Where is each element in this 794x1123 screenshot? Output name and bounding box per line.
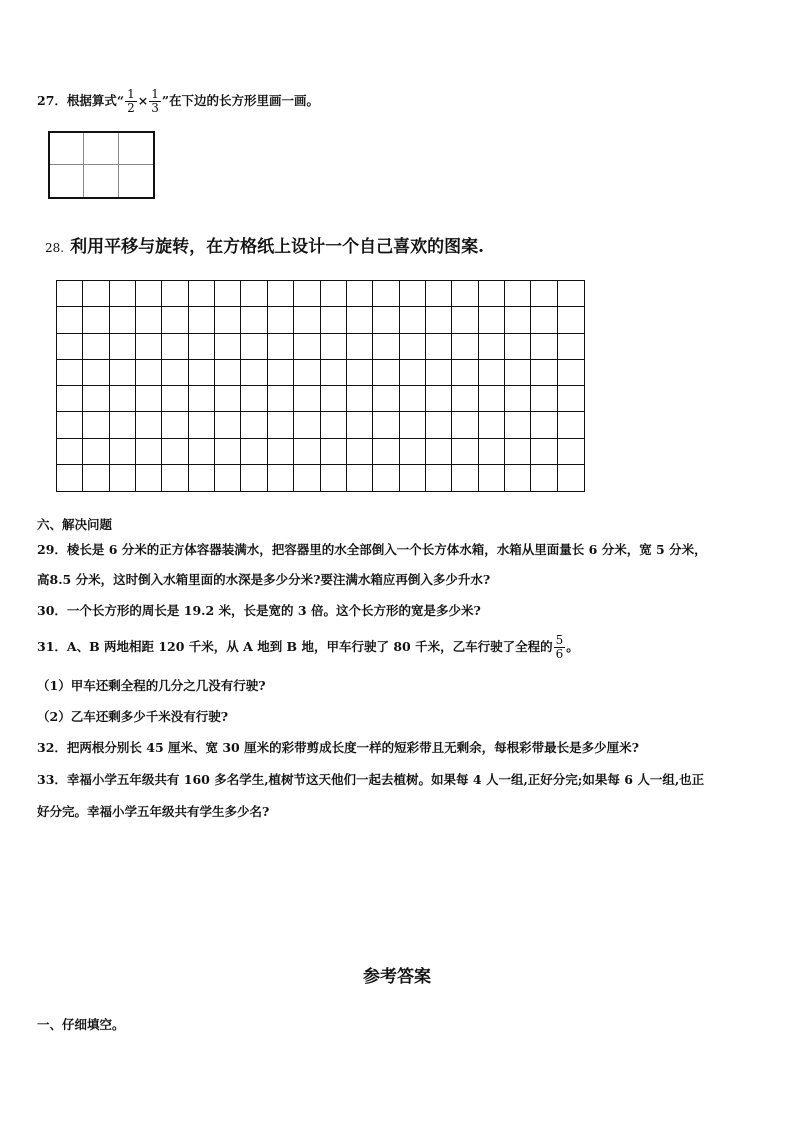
grid-cell: [294, 281, 320, 307]
grid-cell: [426, 281, 452, 307]
grid-cell: [136, 439, 162, 465]
grid-cell: [57, 307, 83, 333]
grid-cell: [452, 439, 478, 465]
grid-cell: [347, 307, 373, 333]
grid-cell: [452, 465, 478, 491]
grid-cell: [268, 334, 294, 360]
grid-cell: [294, 386, 320, 412]
grid-cell: [479, 386, 505, 412]
answer-section-1-heading: 一、仔细填空。: [37, 1017, 125, 1032]
grid-cell: [558, 334, 584, 360]
grid-cell: [452, 281, 478, 307]
grid-cell: [162, 281, 188, 307]
grid-cell: [400, 307, 426, 333]
grid-cell: [83, 360, 109, 386]
q28-square-grid-paper: [56, 280, 585, 492]
grid-cell: [373, 307, 399, 333]
grid-cell: [215, 439, 241, 465]
grid-cell: [400, 360, 426, 386]
grid-cell: [558, 386, 584, 412]
grid-cell: [505, 307, 531, 333]
grid-cell: [241, 386, 267, 412]
grid-cell: [215, 281, 241, 307]
grid-cell: [558, 465, 584, 491]
grid-cell: [426, 465, 452, 491]
question-31-sub-2: （2）乙车还剩多少千米没有行驶?: [37, 709, 229, 724]
grid-cell: [400, 412, 426, 438]
grid-cell: [136, 281, 162, 307]
grid-cell: [452, 334, 478, 360]
grid-cell: [505, 465, 531, 491]
question-30: 30．一个长方形的周长是 19.2 米，长是宽的 3 倍。这个长方形的宽是多少米?: [37, 603, 481, 618]
question-33-line-1: 33．幸福小学五年级共有 160 多名学生,植树节这天他们一起去植树。如果每 4 人一组,正好分完;如果每 6 人一组,也正: [37, 772, 705, 787]
grid-cell: [479, 307, 505, 333]
grid-cell: [110, 439, 136, 465]
grid-cell: [452, 360, 478, 386]
grid-cell: [83, 465, 109, 491]
grid-cell: [531, 386, 557, 412]
grid-cell: [241, 360, 267, 386]
section-6-heading: 六、解决问题: [37, 517, 113, 532]
grid-cell: [241, 281, 267, 307]
grid-cell: [558, 307, 584, 333]
grid-cell: [347, 360, 373, 386]
grid-cell: [110, 465, 136, 491]
fraction-one-half: $\frac{1}{2}$: [127, 87, 135, 115]
grid-cell: [558, 439, 584, 465]
grid-cell: [110, 281, 136, 307]
grid-cell: [400, 465, 426, 491]
question-31-sub-1: （1）甲车还剩全程的几分之几没有行驶?: [37, 678, 266, 693]
grid-cell: [426, 334, 452, 360]
grid-cell: [110, 412, 136, 438]
grid-cell: [241, 307, 267, 333]
grid-cell: [321, 281, 347, 307]
grid-cell: [162, 465, 188, 491]
grid-cell: [110, 334, 136, 360]
grid-cell: [268, 465, 294, 491]
grid-cell: [162, 307, 188, 333]
grid-cell: [479, 412, 505, 438]
question-32: 32．把两根分别长 45 厘米、宽 30 厘米的彩带剪成长度一样的短彩带且无剩余，每根彩带最长是多少厘米?: [37, 740, 639, 755]
grid-cell: [294, 412, 320, 438]
grid-cell: [505, 439, 531, 465]
grid-cell: [83, 281, 109, 307]
q27-rectangle-grid: [48, 131, 155, 199]
q31-text: 31．A、B 两地相距 120 千米，从 A 地到 B 地，甲车行驶了 80 千米，乙车行驶了全程的: [37, 639, 553, 654]
grid-cell: [426, 360, 452, 386]
grid-cell: [215, 334, 241, 360]
fraction-one-third: $\frac{1}{3}$: [151, 87, 159, 115]
grid-cell: [268, 281, 294, 307]
grid-cell: [136, 386, 162, 412]
grid-cell: [136, 412, 162, 438]
grid-cell: [83, 307, 109, 333]
grid-cell: [558, 281, 584, 307]
grid-cell: [452, 386, 478, 412]
grid-cell: [400, 334, 426, 360]
question-28: [45, 232, 484, 257]
grid-cell: [215, 412, 241, 438]
grid-cell: [110, 307, 136, 333]
grid-cell: [57, 281, 83, 307]
grid-cell: [294, 439, 320, 465]
grid-cell: [558, 360, 584, 386]
grid-cell: [531, 281, 557, 307]
grid-cell: [347, 281, 373, 307]
grid-cell: [215, 307, 241, 333]
question-29-line-1: 29．棱长是 6 分米的正方体容器装满水，把容器里的水全部倒入一个长方体水箱，水箱从里面量长 6 分米，宽 5 分米，: [37, 542, 707, 557]
grid-cell: [83, 386, 109, 412]
grid-cell: [57, 360, 83, 386]
grid-cell: [241, 465, 267, 491]
grid-cell: [321, 386, 347, 412]
grid-cell: [452, 307, 478, 333]
grid-cell: [426, 439, 452, 465]
times-sign: ×: [137, 93, 149, 108]
grid-cell: [531, 334, 557, 360]
grid-cell: [373, 412, 399, 438]
grid-cell: [321, 412, 347, 438]
q27-text-after: ”在下边的长方形里画一画。: [161, 93, 320, 108]
grid-cell: [531, 439, 557, 465]
grid-cell: [347, 412, 373, 438]
grid-cell: [321, 334, 347, 360]
grid-cell: [241, 439, 267, 465]
grid-cell: [189, 412, 215, 438]
q28-text: 利用平移与旋转，在方格纸上设计一个自己喜欢的图案.: [70, 237, 485, 257]
grid-cell: [83, 334, 109, 360]
grid-cell: [373, 360, 399, 386]
grid-cell: [294, 360, 320, 386]
grid-cell: [136, 307, 162, 333]
question-27: [37, 88, 319, 115]
grid-cell: [479, 281, 505, 307]
grid-cell: [57, 412, 83, 438]
grid-cell: [321, 465, 347, 491]
grid-cell: [479, 439, 505, 465]
grid-cell: [162, 439, 188, 465]
grid-cell: [294, 465, 320, 491]
q31-end: 。: [566, 639, 579, 654]
grid-cell: [57, 439, 83, 465]
grid-cell: [57, 465, 83, 491]
grid-cell: [162, 386, 188, 412]
grid-cell: [531, 307, 557, 333]
grid-cell: [347, 334, 373, 360]
question-31: [37, 634, 579, 661]
grid-cell: [294, 307, 320, 333]
grid-cell: [373, 386, 399, 412]
grid-cell: [136, 360, 162, 386]
grid-cell: [479, 360, 505, 386]
grid-cell: [321, 439, 347, 465]
grid-cell: [531, 360, 557, 386]
grid-cell: [558, 412, 584, 438]
grid-cell: [215, 465, 241, 491]
grid-cell: [162, 412, 188, 438]
q27-text-before: 27．根据算式“: [37, 93, 125, 108]
grid-cell: [373, 439, 399, 465]
grid-cell: [400, 386, 426, 412]
grid-cell: [426, 386, 452, 412]
grid-cell: [347, 465, 373, 491]
grid-cell: [479, 465, 505, 491]
grid-cell: [321, 307, 347, 333]
grid-cell: [189, 386, 215, 412]
grid-cell: [162, 334, 188, 360]
fraction-five-sixths: $\frac{5}{6}$: [555, 633, 564, 661]
grid-cell: [162, 360, 188, 386]
grid-cell: [215, 360, 241, 386]
grid-cell: [83, 439, 109, 465]
grid-cell: [531, 465, 557, 491]
grid-cell: [268, 307, 294, 333]
grid-cell: [189, 334, 215, 360]
grid-cell: [531, 412, 557, 438]
grid-cell: [241, 412, 267, 438]
grid-cell: [505, 386, 531, 412]
question-33-line-2: 好分完。幸福小学五年级共有学生多少名?: [37, 804, 270, 819]
grid-cell: [241, 334, 267, 360]
grid-cell: [400, 439, 426, 465]
grid-cell: [505, 281, 531, 307]
grid-cell: [136, 465, 162, 491]
grid-cell: [426, 307, 452, 333]
grid-cell: [294, 334, 320, 360]
grid-cell: [83, 412, 109, 438]
grid-cell: [136, 334, 162, 360]
grid-cell: [189, 439, 215, 465]
grid-cell: [400, 281, 426, 307]
grid-cell: [189, 281, 215, 307]
grid-cell: [426, 412, 452, 438]
grid-cell: [189, 307, 215, 333]
grid-cell: [189, 360, 215, 386]
grid-cell: [505, 412, 531, 438]
grid-cell: [347, 386, 373, 412]
grid-cell: [268, 412, 294, 438]
grid-cell: [452, 412, 478, 438]
grid-cell: [268, 439, 294, 465]
grid-cell: [373, 334, 399, 360]
question-29-line-2: 高8.5 分米，这时倒入水箱里面的水深是多少分米?要注满水箱应再倒入多少升水?: [37, 572, 491, 587]
grid-cell: [268, 386, 294, 412]
grid-cell: [373, 281, 399, 307]
grid-cell: [479, 334, 505, 360]
grid-cell: [505, 360, 531, 386]
grid-cell: [110, 360, 136, 386]
grid-cell: [215, 386, 241, 412]
grid-cell: [505, 334, 531, 360]
grid-cell: [321, 360, 347, 386]
grid-cell: [57, 386, 83, 412]
grid-cell: [189, 465, 215, 491]
grid-cell: [268, 360, 294, 386]
grid-cell: [373, 465, 399, 491]
answer-title: 参考答案: [363, 967, 431, 987]
grid-cell: [110, 386, 136, 412]
q28-number: 28.: [45, 241, 65, 255]
grid-cell: [347, 439, 373, 465]
grid-cell: [57, 334, 83, 360]
